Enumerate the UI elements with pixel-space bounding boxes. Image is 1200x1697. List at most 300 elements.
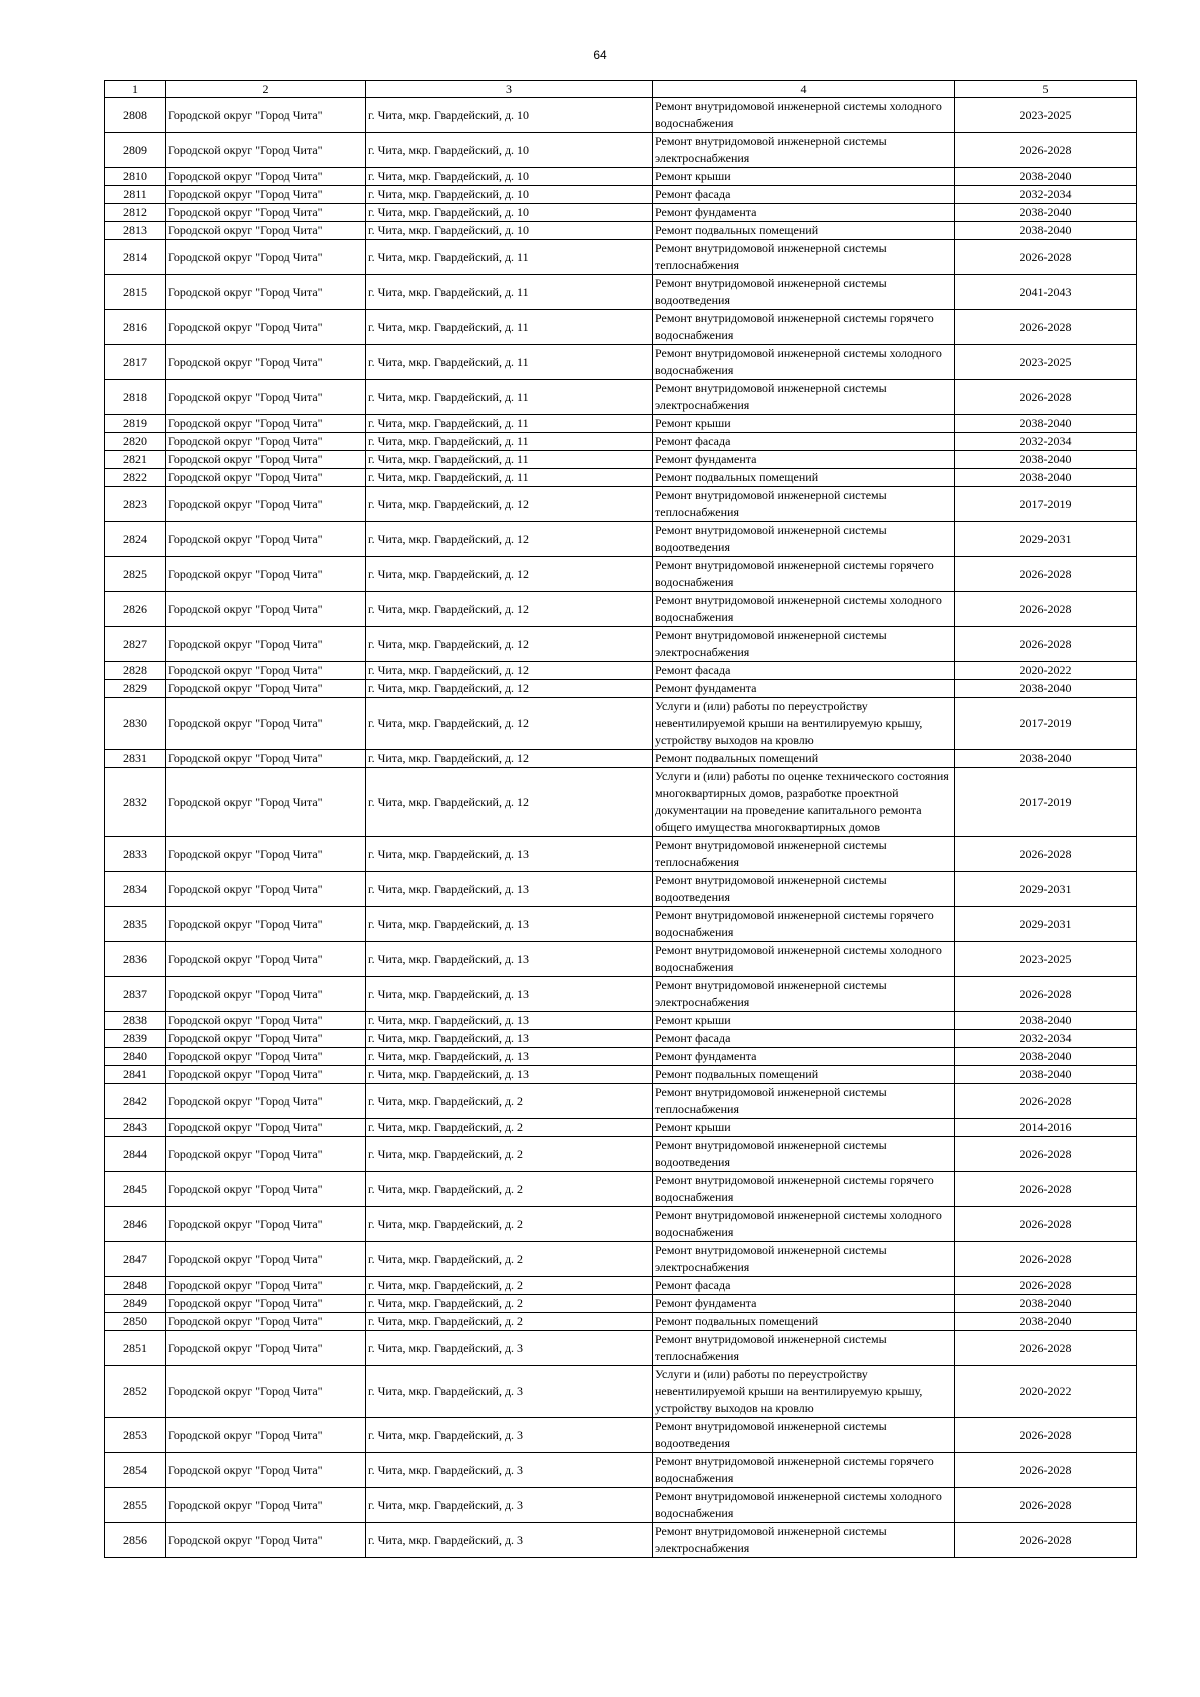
period-cell: 2023-2025 xyxy=(955,345,1137,380)
period-cell: 2041-2043 xyxy=(955,275,1137,310)
address-cell: г. Чита, мкр. Гвардейский, д. 11 xyxy=(366,451,653,469)
work-type-cell: Ремонт внутридомовой инженерной системы водоотведения xyxy=(653,1418,955,1453)
address-cell: г. Чита, мкр. Гвардейский, д. 12 xyxy=(366,698,653,750)
row-number: 2820 xyxy=(105,433,166,451)
table-row xyxy=(105,1453,1137,1488)
table-row xyxy=(105,557,1137,592)
period-cell: 2038-2040 xyxy=(955,1048,1137,1066)
municipality-cell: Городской округ "Город Чита" xyxy=(166,1366,366,1418)
table-row xyxy=(105,1137,1137,1172)
period-cell: 2026-2028 xyxy=(955,557,1137,592)
row-number: 2811 xyxy=(105,186,166,204)
municipality-cell: Городской округ "Город Чита" xyxy=(166,872,366,907)
table-row xyxy=(105,469,1137,487)
work-type-cell: Ремонт крыши xyxy=(653,1012,955,1030)
address-cell: г. Чита, мкр. Гвардейский, д. 13 xyxy=(366,1012,653,1030)
period-cell: 2026-2028 xyxy=(955,1242,1137,1277)
municipality-cell: Городской округ "Город Чита" xyxy=(166,1048,366,1066)
row-number: 2844 xyxy=(105,1137,166,1172)
municipality-cell: Городской округ "Город Чита" xyxy=(166,680,366,698)
period-cell: 2038-2040 xyxy=(955,1313,1137,1331)
municipality-cell: Городской округ "Город Чита" xyxy=(166,345,366,380)
address-cell: г. Чита, мкр. Гвардейский, д. 13 xyxy=(366,837,653,872)
work-type-cell: Ремонт внутридомовой инженерной системы водоотведения xyxy=(653,872,955,907)
work-type-cell: Услуги и (или) работы по переустройству невентилируемой крыши на вентилируемую крышу, устройству выходов на кровлю xyxy=(653,698,955,750)
municipality-cell: Городской округ "Город Чита" xyxy=(166,837,366,872)
municipality-cell: Городской округ "Город Чита" xyxy=(166,1242,366,1277)
address-cell: г. Чита, мкр. Гвардейский, д. 12 xyxy=(366,592,653,627)
work-type-cell: Ремонт внутридомовой инженерной системы холодного водоснабжения xyxy=(653,592,955,627)
address-cell: г. Чита, мкр. Гвардейский, д. 11 xyxy=(366,275,653,310)
address-cell: г. Чита, мкр. Гвардейский, д. 13 xyxy=(366,1066,653,1084)
address-cell: г. Чита, мкр. Гвардейский, д. 3 xyxy=(366,1366,653,1418)
row-number: 2812 xyxy=(105,204,166,222)
row-number: 2838 xyxy=(105,1012,166,1030)
row-number: 2852 xyxy=(105,1366,166,1418)
table-row xyxy=(105,415,1137,433)
row-number: 2853 xyxy=(105,1418,166,1453)
period-cell: 2038-2040 xyxy=(955,451,1137,469)
address-cell: г. Чита, мкр. Гвардейский, д. 11 xyxy=(366,240,653,275)
municipality-cell: Городской округ "Город Чита" xyxy=(166,1488,366,1523)
row-number: 2828 xyxy=(105,662,166,680)
row-number: 2821 xyxy=(105,451,166,469)
address-cell: г. Чита, мкр. Гвардейский, д. 11 xyxy=(366,310,653,345)
row-number: 2818 xyxy=(105,380,166,415)
table-row xyxy=(105,627,1137,662)
period-cell: 2026-2028 xyxy=(955,133,1137,168)
municipality-cell: Городской округ "Город Чита" xyxy=(166,1331,366,1366)
table-row xyxy=(105,1084,1137,1119)
address-cell: г. Чита, мкр. Гвардейский, д. 11 xyxy=(366,345,653,380)
address-cell: г. Чита, мкр. Гвардейский, д. 11 xyxy=(366,469,653,487)
work-type-cell: Ремонт крыши xyxy=(653,168,955,186)
address-cell: г. Чита, мкр. Гвардейский, д. 12 xyxy=(366,522,653,557)
table-row xyxy=(105,204,1137,222)
work-type-cell: Ремонт внутридомовой инженерной системы электроснабжения xyxy=(653,1523,955,1558)
row-number: 2830 xyxy=(105,698,166,750)
table-row xyxy=(105,1012,1137,1030)
table-row xyxy=(105,698,1137,750)
period-cell: 2026-2028 xyxy=(955,837,1137,872)
table-body xyxy=(105,98,1137,1558)
table-row xyxy=(105,1242,1137,1277)
municipality-cell: Городской округ "Город Чита" xyxy=(166,275,366,310)
table-row xyxy=(105,1066,1137,1084)
work-type-cell: Ремонт внутридомовой инженерной системы горячего водоснабжения xyxy=(653,310,955,345)
municipality-cell: Городской округ "Город Чита" xyxy=(166,1119,366,1137)
row-number: 2849 xyxy=(105,1295,166,1313)
period-cell: 2026-2028 xyxy=(955,1084,1137,1119)
work-type-cell: Ремонт подвальных помещений xyxy=(653,750,955,768)
table-row xyxy=(105,1172,1137,1207)
row-number: 2837 xyxy=(105,977,166,1012)
address-cell: г. Чита, мкр. Гвардейский, д. 12 xyxy=(366,680,653,698)
municipality-cell: Городской округ "Город Чита" xyxy=(166,592,366,627)
table-row xyxy=(105,522,1137,557)
address-cell: г. Чита, мкр. Гвардейский, д. 10 xyxy=(366,133,653,168)
row-number: 2832 xyxy=(105,768,166,837)
work-type-cell: Ремонт внутридомовой инженерной системы горячего водоснабжения xyxy=(653,1453,955,1488)
address-cell: г. Чита, мкр. Гвардейский, д. 11 xyxy=(366,415,653,433)
row-number: 2824 xyxy=(105,522,166,557)
row-number: 2835 xyxy=(105,907,166,942)
table-row xyxy=(105,837,1137,872)
table-row xyxy=(105,1313,1137,1331)
address-cell: г. Чита, мкр. Гвардейский, д. 12 xyxy=(366,750,653,768)
period-cell: 2026-2028 xyxy=(955,1523,1137,1558)
column-header-5: 5 xyxy=(955,81,1137,98)
work-type-cell: Ремонт внутридомовой инженерной системы холодного водоснабжения xyxy=(653,1207,955,1242)
table-row xyxy=(105,768,1137,837)
header-row xyxy=(105,81,1137,98)
period-cell: 2026-2028 xyxy=(955,1331,1137,1366)
table-row xyxy=(105,380,1137,415)
row-number: 2854 xyxy=(105,1453,166,1488)
work-type-cell: Ремонт внутридомовой инженерной системы водоотведения xyxy=(653,275,955,310)
row-number: 2815 xyxy=(105,275,166,310)
work-type-cell: Ремонт внутридомовой инженерной системы водоотведения xyxy=(653,1137,955,1172)
period-cell: 2032-2034 xyxy=(955,186,1137,204)
table-row xyxy=(105,222,1137,240)
table-row xyxy=(105,310,1137,345)
period-cell: 2017-2019 xyxy=(955,768,1137,837)
municipality-cell: Городской округ "Город Чита" xyxy=(166,1137,366,1172)
municipality-cell: Городской округ "Город Чита" xyxy=(166,557,366,592)
table-row xyxy=(105,592,1137,627)
period-cell: 2038-2040 xyxy=(955,680,1137,698)
municipality-cell: Городской округ "Город Чита" xyxy=(166,222,366,240)
period-cell: 2023-2025 xyxy=(955,942,1137,977)
period-cell: 2020-2022 xyxy=(955,662,1137,680)
table-row xyxy=(105,168,1137,186)
municipality-cell: Городской округ "Город Чита" xyxy=(166,1453,366,1488)
table-row xyxy=(105,977,1137,1012)
period-cell: 2026-2028 xyxy=(955,1418,1137,1453)
table-row xyxy=(105,275,1137,310)
work-type-cell: Ремонт внутридомовой инженерной системы горячего водоснабжения xyxy=(653,557,955,592)
work-type-cell: Ремонт фасада xyxy=(653,1030,955,1048)
table-row xyxy=(105,662,1137,680)
period-cell: 2017-2019 xyxy=(955,698,1137,750)
work-type-cell: Ремонт внутридомовой инженерной системы электроснабжения xyxy=(653,380,955,415)
municipality-cell: Городской округ "Город Чита" xyxy=(166,451,366,469)
work-type-cell: Ремонт внутридомовой инженерной системы горячего водоснабжения xyxy=(653,907,955,942)
municipality-cell: Городской округ "Город Чита" xyxy=(166,433,366,451)
municipality-cell: Городской округ "Город Чита" xyxy=(166,698,366,750)
municipality-cell: Городской округ "Город Чита" xyxy=(166,627,366,662)
table-row xyxy=(105,680,1137,698)
column-header-3: 3 xyxy=(366,81,653,98)
address-cell: г. Чита, мкр. Гвардейский, д. 10 xyxy=(366,222,653,240)
period-cell: 2038-2040 xyxy=(955,168,1137,186)
period-cell: 2026-2028 xyxy=(955,977,1137,1012)
municipality-cell: Городской округ "Город Чита" xyxy=(166,1295,366,1313)
municipality-cell: Городской округ "Город Чита" xyxy=(166,240,366,275)
municipality-cell: Городской округ "Город Чита" xyxy=(166,942,366,977)
work-type-cell: Ремонт фундамента xyxy=(653,204,955,222)
work-type-cell: Ремонт внутридомовой инженерной системы холодного водоснабжения xyxy=(653,1488,955,1523)
address-cell: г. Чита, мкр. Гвардейский, д. 13 xyxy=(366,942,653,977)
table-row xyxy=(105,1331,1137,1366)
work-type-cell: Услуги и (или) работы по оценке технического состояния многоквартирных домов, разработке проектной документации на проведение капитального ремонта общего имущества многоквартирных домов xyxy=(653,768,955,837)
page-number: 64 xyxy=(593,48,607,62)
work-type-cell: Ремонт внутридомовой инженерной системы электроснабжения xyxy=(653,133,955,168)
table-row xyxy=(105,1030,1137,1048)
work-type-cell: Ремонт фундамента xyxy=(653,1295,955,1313)
municipality-cell: Городской округ "Город Чита" xyxy=(166,1418,366,1453)
table-row xyxy=(105,1277,1137,1295)
table-row xyxy=(105,451,1137,469)
row-number: 2816 xyxy=(105,310,166,345)
address-cell: г. Чита, мкр. Гвардейский, д. 10 xyxy=(366,186,653,204)
row-number: 2842 xyxy=(105,1084,166,1119)
row-number: 2817 xyxy=(105,345,166,380)
row-number: 2846 xyxy=(105,1207,166,1242)
row-number: 2809 xyxy=(105,133,166,168)
work-type-cell: Ремонт фундамента xyxy=(653,1048,955,1066)
period-cell: 2029-2031 xyxy=(955,872,1137,907)
period-cell: 2026-2028 xyxy=(955,1453,1137,1488)
row-number: 2856 xyxy=(105,1523,166,1558)
row-number: 2839 xyxy=(105,1030,166,1048)
row-number: 2840 xyxy=(105,1048,166,1066)
work-type-cell: Ремонт внутридомовой инженерной системы теплоснабжения xyxy=(653,487,955,522)
period-cell: 2032-2034 xyxy=(955,1030,1137,1048)
row-number: 2819 xyxy=(105,415,166,433)
period-cell: 2038-2040 xyxy=(955,222,1137,240)
work-type-cell: Ремонт внутридомовой инженерной системы электроснабжения xyxy=(653,627,955,662)
address-cell: г. Чита, мкр. Гвардейский, д. 3 xyxy=(366,1488,653,1523)
municipality-cell: Городской округ "Город Чита" xyxy=(166,1523,366,1558)
row-number: 2831 xyxy=(105,750,166,768)
row-number: 2823 xyxy=(105,487,166,522)
table-row xyxy=(105,1207,1137,1242)
municipality-cell: Городской округ "Город Чита" xyxy=(166,487,366,522)
period-cell: 2026-2028 xyxy=(955,240,1137,275)
address-cell: г. Чита, мкр. Гвардейский, д. 3 xyxy=(366,1453,653,1488)
period-cell: 2026-2028 xyxy=(955,1172,1137,1207)
period-cell: 2038-2040 xyxy=(955,1066,1137,1084)
period-cell: 2038-2040 xyxy=(955,1295,1137,1313)
municipality-cell: Городской округ "Город Чита" xyxy=(166,522,366,557)
period-cell: 2029-2031 xyxy=(955,522,1137,557)
period-cell: 2038-2040 xyxy=(955,750,1137,768)
table-row xyxy=(105,872,1137,907)
municipality-cell: Городской округ "Город Чита" xyxy=(166,1207,366,1242)
table-row xyxy=(105,750,1137,768)
row-number: 2813 xyxy=(105,222,166,240)
column-header-4: 4 xyxy=(653,81,955,98)
row-number: 2814 xyxy=(105,240,166,275)
work-type-cell: Ремонт подвальных помещений xyxy=(653,1313,955,1331)
work-type-cell: Ремонт внутридомовой инженерной системы электроснабжения xyxy=(653,1242,955,1277)
work-type-cell: Ремонт крыши xyxy=(653,1119,955,1137)
period-cell: 2026-2028 xyxy=(955,1277,1137,1295)
work-type-cell: Ремонт внутридомовой инженерной системы холодного водоснабжения xyxy=(653,345,955,380)
row-number: 2822 xyxy=(105,469,166,487)
work-type-cell: Ремонт внутридомовой инженерной системы теплоснабжения xyxy=(653,1084,955,1119)
row-number: 2810 xyxy=(105,168,166,186)
table-row xyxy=(105,1523,1137,1558)
address-cell: г. Чита, мкр. Гвардейский, д. 13 xyxy=(366,872,653,907)
municipality-cell: Городской округ "Город Чита" xyxy=(166,1313,366,1331)
period-cell: 2026-2028 xyxy=(955,627,1137,662)
table-row xyxy=(105,1119,1137,1137)
address-cell: г. Чита, мкр. Гвардейский, д. 13 xyxy=(366,977,653,1012)
address-cell: г. Чита, мкр. Гвардейский, д. 13 xyxy=(366,907,653,942)
table-row xyxy=(105,133,1137,168)
period-cell: 2038-2040 xyxy=(955,469,1137,487)
column-header-2: 2 xyxy=(166,81,366,98)
address-cell: г. Чита, мкр. Гвардейский, д. 3 xyxy=(366,1331,653,1366)
address-cell: г. Чита, мкр. Гвардейский, д. 2 xyxy=(366,1277,653,1295)
municipality-cell: Городской округ "Город Чита" xyxy=(166,168,366,186)
address-cell: г. Чита, мкр. Гвардейский, д. 11 xyxy=(366,433,653,451)
address-cell: г. Чита, мкр. Гвардейский, д. 11 xyxy=(366,380,653,415)
work-type-cell: Ремонт фундамента xyxy=(653,680,955,698)
table-row xyxy=(105,433,1137,451)
work-type-cell: Ремонт подвальных помещений xyxy=(653,1066,955,1084)
municipality-cell: Городской округ "Город Чита" xyxy=(166,310,366,345)
table-row xyxy=(105,1295,1137,1313)
table-row xyxy=(105,1418,1137,1453)
work-type-cell: Ремонт фасада xyxy=(653,186,955,204)
row-number: 2833 xyxy=(105,837,166,872)
municipality-cell: Городской округ "Город Чита" xyxy=(166,907,366,942)
row-number: 2845 xyxy=(105,1172,166,1207)
work-type-cell: Ремонт подвальных помещений xyxy=(653,469,955,487)
address-cell: г. Чита, мкр. Гвардейский, д. 3 xyxy=(366,1418,653,1453)
municipality-cell: Городской округ "Город Чита" xyxy=(166,977,366,1012)
work-type-cell: Ремонт внутридомовой инженерной системы горячего водоснабжения xyxy=(653,1172,955,1207)
period-cell: 2014-2016 xyxy=(955,1119,1137,1137)
period-cell: 2023-2025 xyxy=(955,98,1137,133)
municipality-cell: Городской округ "Город Чита" xyxy=(166,1277,366,1295)
work-type-cell: Ремонт внутридомовой инженерной системы водоотведения xyxy=(653,522,955,557)
row-number: 2841 xyxy=(105,1066,166,1084)
address-cell: г. Чита, мкр. Гвардейский, д. 2 xyxy=(366,1137,653,1172)
column-header-1: 1 xyxy=(105,81,166,98)
period-cell: 2032-2034 xyxy=(955,433,1137,451)
address-cell: г. Чита, мкр. Гвардейский, д. 12 xyxy=(366,557,653,592)
address-cell: г. Чита, мкр. Гвардейский, д. 10 xyxy=(366,168,653,186)
row-number: 2850 xyxy=(105,1313,166,1331)
row-number: 2825 xyxy=(105,557,166,592)
capital-repair-table xyxy=(104,80,1137,1558)
address-cell: г. Чита, мкр. Гвардейский, д. 12 xyxy=(366,487,653,522)
address-cell: г. Чита, мкр. Гвардейский, д. 12 xyxy=(366,662,653,680)
municipality-cell: Городской округ "Город Чита" xyxy=(166,469,366,487)
row-number: 2848 xyxy=(105,1277,166,1295)
period-cell: 2020-2022 xyxy=(955,1366,1137,1418)
period-cell: 2029-2031 xyxy=(955,907,1137,942)
address-cell: г. Чита, мкр. Гвардейский, д. 10 xyxy=(366,204,653,222)
address-cell: г. Чита, мкр. Гвардейский, д. 13 xyxy=(366,1048,653,1066)
work-type-cell: Услуги и (или) работы по переустройству невентилируемой крыши на вентилируемую крышу, устройству выходов на кровлю xyxy=(653,1366,955,1418)
work-type-cell: Ремонт фасада xyxy=(653,1277,955,1295)
period-cell: 2026-2028 xyxy=(955,380,1137,415)
row-number: 2851 xyxy=(105,1331,166,1366)
address-cell: г. Чита, мкр. Гвардейский, д. 10 xyxy=(366,98,653,133)
row-number: 2827 xyxy=(105,627,166,662)
table-row xyxy=(105,98,1137,133)
municipality-cell: Городской округ "Город Чита" xyxy=(166,98,366,133)
address-cell: г. Чита, мкр. Гвардейский, д. 13 xyxy=(366,1030,653,1048)
table-header xyxy=(105,81,1137,98)
row-number: 2855 xyxy=(105,1488,166,1523)
period-cell: 2038-2040 xyxy=(955,204,1137,222)
work-type-cell: Ремонт фасада xyxy=(653,662,955,680)
municipality-cell: Городской округ "Город Чита" xyxy=(166,1030,366,1048)
work-type-cell: Ремонт внутридомовой инженерной системы теплоснабжения xyxy=(653,240,955,275)
work-type-cell: Ремонт внутридомовой инженерной системы теплоснабжения xyxy=(653,837,955,872)
work-type-cell: Ремонт внутридомовой инженерной системы холодного водоснабжения xyxy=(653,98,955,133)
municipality-cell: Городской округ "Город Чита" xyxy=(166,133,366,168)
period-cell: 2017-2019 xyxy=(955,487,1137,522)
work-type-cell: Ремонт внутридомовой инженерной системы холодного водоснабжения xyxy=(653,942,955,977)
municipality-cell: Городской округ "Город Чита" xyxy=(166,750,366,768)
municipality-cell: Городской округ "Город Чита" xyxy=(166,1066,366,1084)
address-cell: г. Чита, мкр. Гвардейский, д. 12 xyxy=(366,768,653,837)
address-cell: г. Чита, мкр. Гвардейский, д. 3 xyxy=(366,1523,653,1558)
address-cell: г. Чита, мкр. Гвардейский, д. 2 xyxy=(366,1119,653,1137)
municipality-cell: Городской округ "Город Чита" xyxy=(166,415,366,433)
address-cell: г. Чита, мкр. Гвардейский, д. 2 xyxy=(366,1207,653,1242)
row-number: 2847 xyxy=(105,1242,166,1277)
table-row xyxy=(105,345,1137,380)
municipality-cell: Городской округ "Город Чита" xyxy=(166,186,366,204)
period-cell: 2026-2028 xyxy=(955,1207,1137,1242)
municipality-cell: Городской округ "Город Чита" xyxy=(166,1084,366,1119)
table-row xyxy=(105,240,1137,275)
table-row xyxy=(105,907,1137,942)
municipality-cell: Городской округ "Город Чита" xyxy=(166,1172,366,1207)
work-type-cell: Ремонт фундамента xyxy=(653,451,955,469)
row-number: 2843 xyxy=(105,1119,166,1137)
period-cell: 2026-2028 xyxy=(955,1488,1137,1523)
address-cell: г. Чита, мкр. Гвардейский, д. 2 xyxy=(366,1084,653,1119)
work-type-cell: Ремонт внутридомовой инженерной системы электроснабжения xyxy=(653,977,955,1012)
work-type-cell: Ремонт фасада xyxy=(653,433,955,451)
work-type-cell: Ремонт подвальных помещений xyxy=(653,222,955,240)
table-row xyxy=(105,1048,1137,1066)
municipality-cell: Городской округ "Город Чита" xyxy=(166,1012,366,1030)
period-cell: 2038-2040 xyxy=(955,1012,1137,1030)
address-cell: г. Чита, мкр. Гвардейский, д. 2 xyxy=(366,1295,653,1313)
work-type-cell: Ремонт внутридомовой инженерной системы теплоснабжения xyxy=(653,1331,955,1366)
period-cell: 2026-2028 xyxy=(955,592,1137,627)
period-cell: 2026-2028 xyxy=(955,310,1137,345)
municipality-cell: Городской округ "Город Чита" xyxy=(166,380,366,415)
municipality-cell: Городской округ "Город Чита" xyxy=(166,768,366,837)
address-cell: г. Чита, мкр. Гвардейский, д. 2 xyxy=(366,1242,653,1277)
table-row xyxy=(105,1488,1137,1523)
address-cell: г. Чита, мкр. Гвардейский, д. 2 xyxy=(366,1172,653,1207)
work-type-cell: Ремонт крыши xyxy=(653,415,955,433)
row-number: 2829 xyxy=(105,680,166,698)
row-number: 2834 xyxy=(105,872,166,907)
row-number: 2836 xyxy=(105,942,166,977)
table-row xyxy=(105,1366,1137,1418)
address-cell: г. Чита, мкр. Гвардейский, д. 2 xyxy=(366,1313,653,1331)
table-row xyxy=(105,487,1137,522)
municipality-cell: Городской округ "Город Чита" xyxy=(166,662,366,680)
period-cell: 2038-2040 xyxy=(955,415,1137,433)
row-number: 2808 xyxy=(105,98,166,133)
table-row xyxy=(105,942,1137,977)
municipality-cell: Городской округ "Город Чита" xyxy=(166,204,366,222)
